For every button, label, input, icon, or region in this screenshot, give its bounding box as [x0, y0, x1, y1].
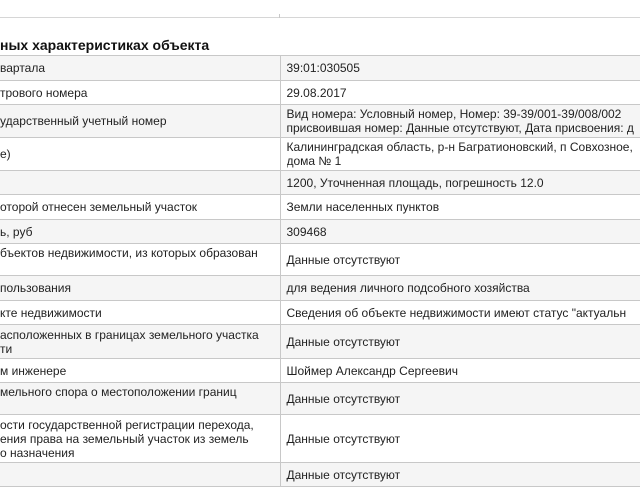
row-value: Земли населенных пунктов: [280, 195, 640, 220]
row-key: е): [0, 138, 280, 171]
table-row: [0, 56, 640, 81]
table-row: [0, 301, 640, 325]
row-value: Данные отсутствуют: [280, 325, 640, 359]
row-key: [0, 463, 280, 487]
table-row: [0, 359, 640, 383]
row-key: трового номера: [0, 81, 280, 105]
row-value: для ведения личного подсобного хозяйства: [280, 276, 640, 301]
table-row: [0, 463, 640, 487]
table-row: [0, 383, 640, 415]
table-row: [0, 195, 640, 220]
row-key: [0, 415, 280, 463]
property-table: [0, 55, 640, 487]
row-key-line: ения права на земельный участок из земель: [0, 432, 280, 446]
row-value: Данные отсутствуют: [280, 463, 640, 487]
row-key: [0, 171, 280, 195]
row-key: ь, руб: [0, 220, 280, 244]
row-value: Данные отсутствуют: [280, 415, 640, 463]
row-key: [0, 244, 280, 276]
row-value: 309468: [280, 220, 640, 244]
row-value: Шоймер Александр Сергеевич: [280, 359, 640, 383]
table-row: [0, 325, 640, 359]
section-title: ных характеристиках объекта: [0, 35, 640, 55]
row-key-line: бъектов недвижимости, из которых образован: [0, 246, 280, 260]
row-key-line: ти: [0, 342, 280, 356]
table-row: [0, 276, 640, 301]
row-value-line: Калининградская область, р-н Багратионовский, п Совхозное,: [287, 140, 640, 154]
row-key: [0, 325, 280, 359]
row-value: 39:01:030505: [280, 56, 640, 81]
row-key-line: ости государственной регистрации перехода,: [0, 418, 280, 432]
row-value: 29.08.2017: [280, 81, 640, 105]
row-value-line: Вид номера: Условный номер, Номер: 39-39/001-39/008/002: [287, 107, 640, 121]
row-value: Данные отсутствуют: [280, 244, 640, 276]
row-key: оторой отнесен земельный участок: [0, 195, 280, 220]
column-divider-tick: [279, 14, 280, 18]
row-value: Сведения об объекте недвижимости имеют статус "актуальн: [280, 301, 640, 325]
row-key: пользования: [0, 276, 280, 301]
row-key: вартала: [0, 56, 280, 81]
row-value: Данные отсутствуют: [280, 383, 640, 415]
table-row: [0, 138, 640, 171]
row-key: ударственный учетный номер: [0, 105, 280, 138]
table-row: [0, 415, 640, 463]
table-row: [0, 220, 640, 244]
table-row: [0, 105, 640, 138]
top-strip: [0, 0, 640, 18]
row-key-line: асположенных в границах земельного участка: [0, 328, 280, 342]
row-key-line: о назначения: [0, 446, 280, 460]
row-key-line: мельного спора о местоположении границ: [0, 385, 280, 399]
row-value: [280, 105, 640, 138]
row-value: [280, 138, 640, 171]
row-key: кте недвижимости: [0, 301, 280, 325]
row-value-line: присвоившая номер: Данные отсутствуют, Дата присвоения: д: [287, 121, 640, 135]
row-value: 1200, Уточненная площадь, погрешность 12.0: [280, 171, 640, 195]
table-row: [0, 81, 640, 105]
table-row: [0, 244, 640, 276]
row-key: [0, 383, 280, 415]
row-value-line: дома № 1: [287, 154, 640, 168]
table-row: [0, 171, 640, 195]
row-key: м инженере: [0, 359, 280, 383]
